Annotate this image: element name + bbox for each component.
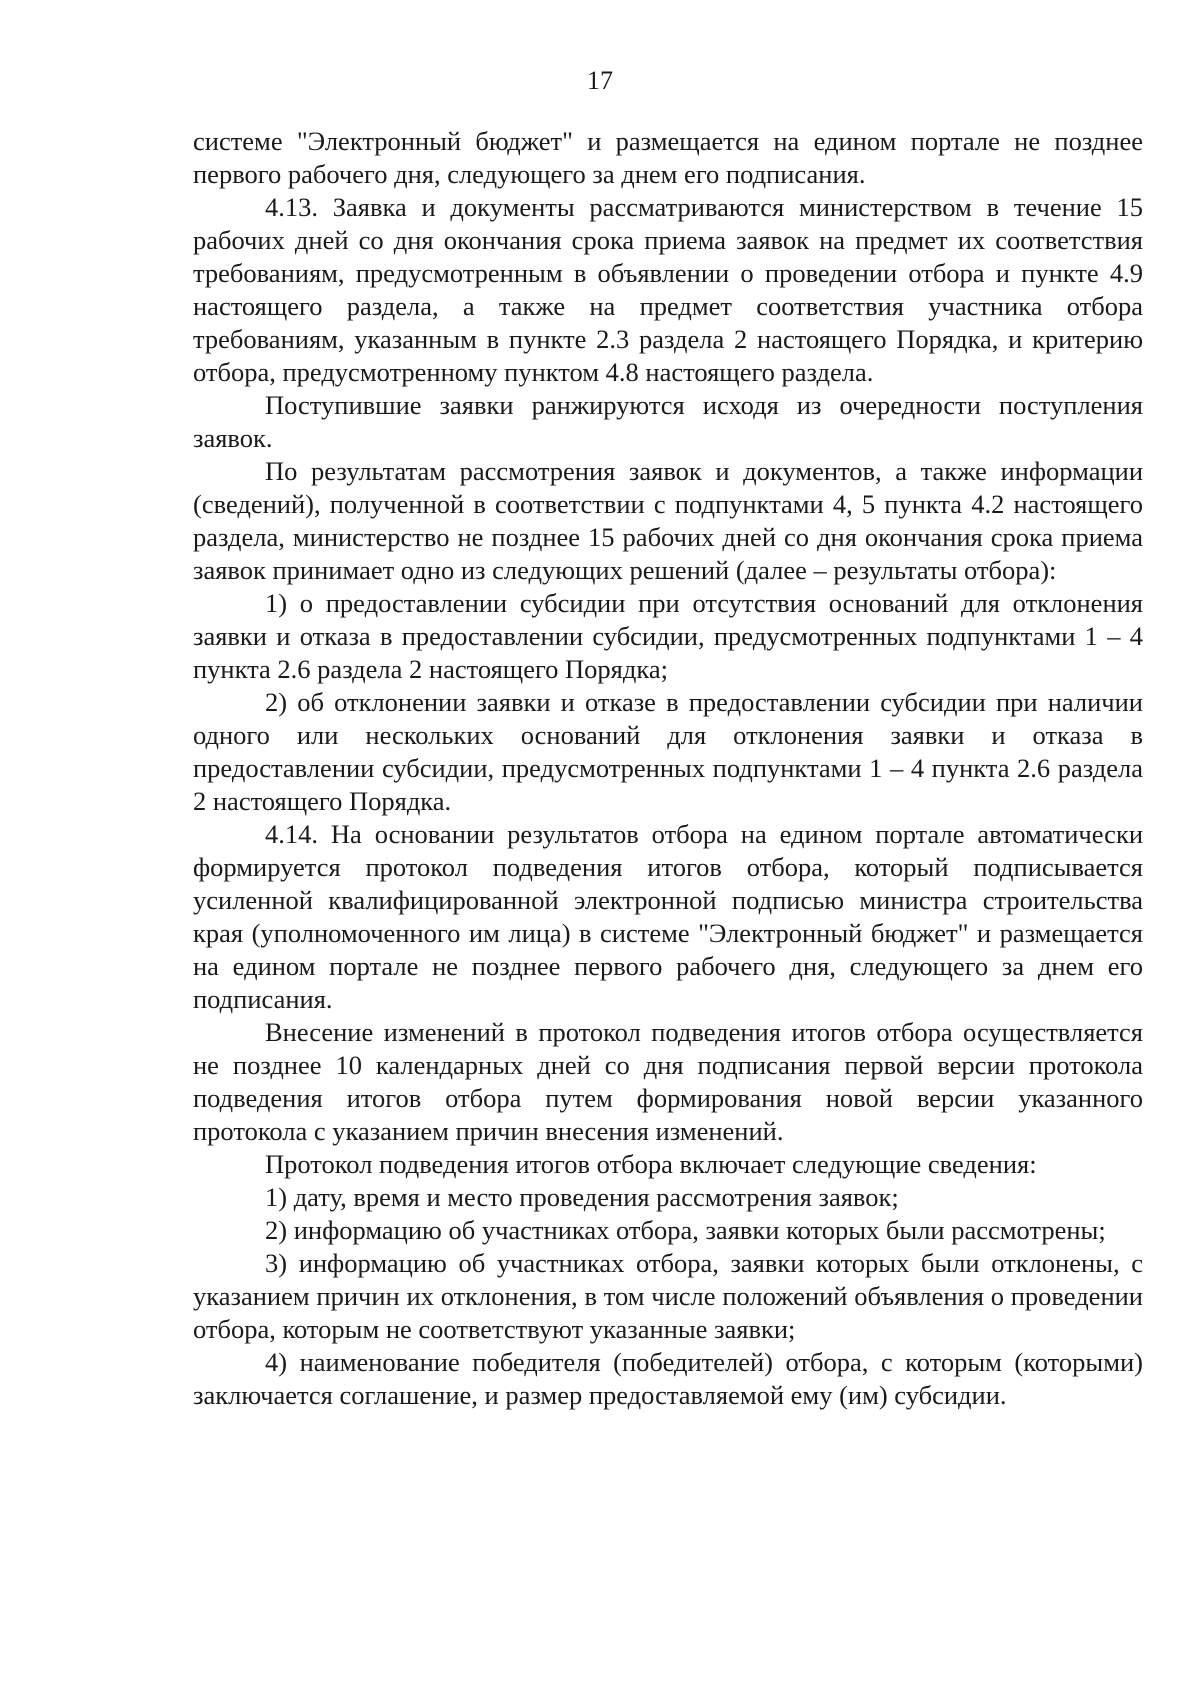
list-item-rejected-participants: 3) информацию об участниках отбора, заявки которых были отклонены, с указанием причин их отклонения, в том числе положений объявления о проведении отбора, которым не соответствуют указанные заявки; [193, 1248, 1143, 1344]
document-body [193, 125, 1143, 1412]
paragraph-continuation: системе "Электронный бюджет" и размещается на едином портале не позднее первого рабочего дня, следующего за днем его подписания. [193, 126, 1143, 189]
paragraph-4-14: 4.14. На основании результатов отбора на едином портале автоматически формируется протокол подведения итогов отбора, который подписывается усиленной квалифицированной электронной подписью министра строительства края (уполномоченного им лица) в системе "Электронный бюджет" и размещается на едином портале не позднее первого рабочего дня, следующего за днем его подписания. [193, 819, 1143, 1014]
paragraph-review-results: По результатам рассмотрения заявок и документов, а также информации (сведений), полученной в соответствии с подпунктами 4, 5 пункта 4.2 настоящего раздела, министерство не позднее 15 рабочих дней со дня окончания срока приема заявок принимает одно из следующих решений (далее – результаты отбора): [193, 456, 1143, 585]
paragraph-protocol-contents: Протокол подведения итогов отбора включает следующие сведения: [265, 1149, 1037, 1179]
list-item-grant-decision: 1) о предоставлении субсидии при отсутствия оснований для отклонения заявки и отказа в предоставлении субсидии, предусмотренных подпунктами 1 – 4 пункта 2.6 раздела 2 настоящего Порядка; [193, 588, 1143, 684]
paragraph-ranking: Поступившие заявки ранжируются исходя из очередности поступления заявок. [193, 390, 1143, 453]
paragraph-protocol-changes: Внесение изменений в протокол подведения итогов отбора осуществляется не позднее 10 календарных дней со дня подписания первой версии протокола подведения итогов отбора путем формирования новой версии указанного протокола с указанием причин внесения изменений. [193, 1017, 1143, 1146]
page-number: 17 [587, 66, 613, 95]
list-item-winners: 4) наименование победителя (победителей) отбора, с которым (которыми) заключается соглашение, и размер предоставляемой ему (им) субсидии. [193, 1347, 1143, 1410]
list-item-reject-decision: 2) об отклонении заявки и отказе в предоставлении субсидии при наличии одного или нескольких оснований для отклонения заявки и отказа в предоставлении субсидии, предусмотренных подпунктами 1 – 4 пункта 2.6 раздела 2 настоящего Порядка. [193, 687, 1143, 816]
list-item-date-time-place: 1) дату, время и место проведения рассмотрения заявок; [265, 1182, 899, 1212]
paragraph-4-13: 4.13. Заявка и документы рассматриваются министерством в течение 15 рабочих дней со дня окончания срока приема заявок на предмет их соответствия требованиям, предусмотренным в объявлении о проведении отбора и пункте 4.9 настоящего раздела, а также на предмет соответствия участника отбора требованиям, указанным в пункте 2.3 раздела 2 настоящего Порядка, и критерию отбора, предусмотренному пунктом 4.8 настоящего раздела. [193, 192, 1143, 387]
list-item-reviewed-participants: 2) информацию об участниках отбора, заявки которых были рассмотрены; [265, 1215, 1106, 1245]
